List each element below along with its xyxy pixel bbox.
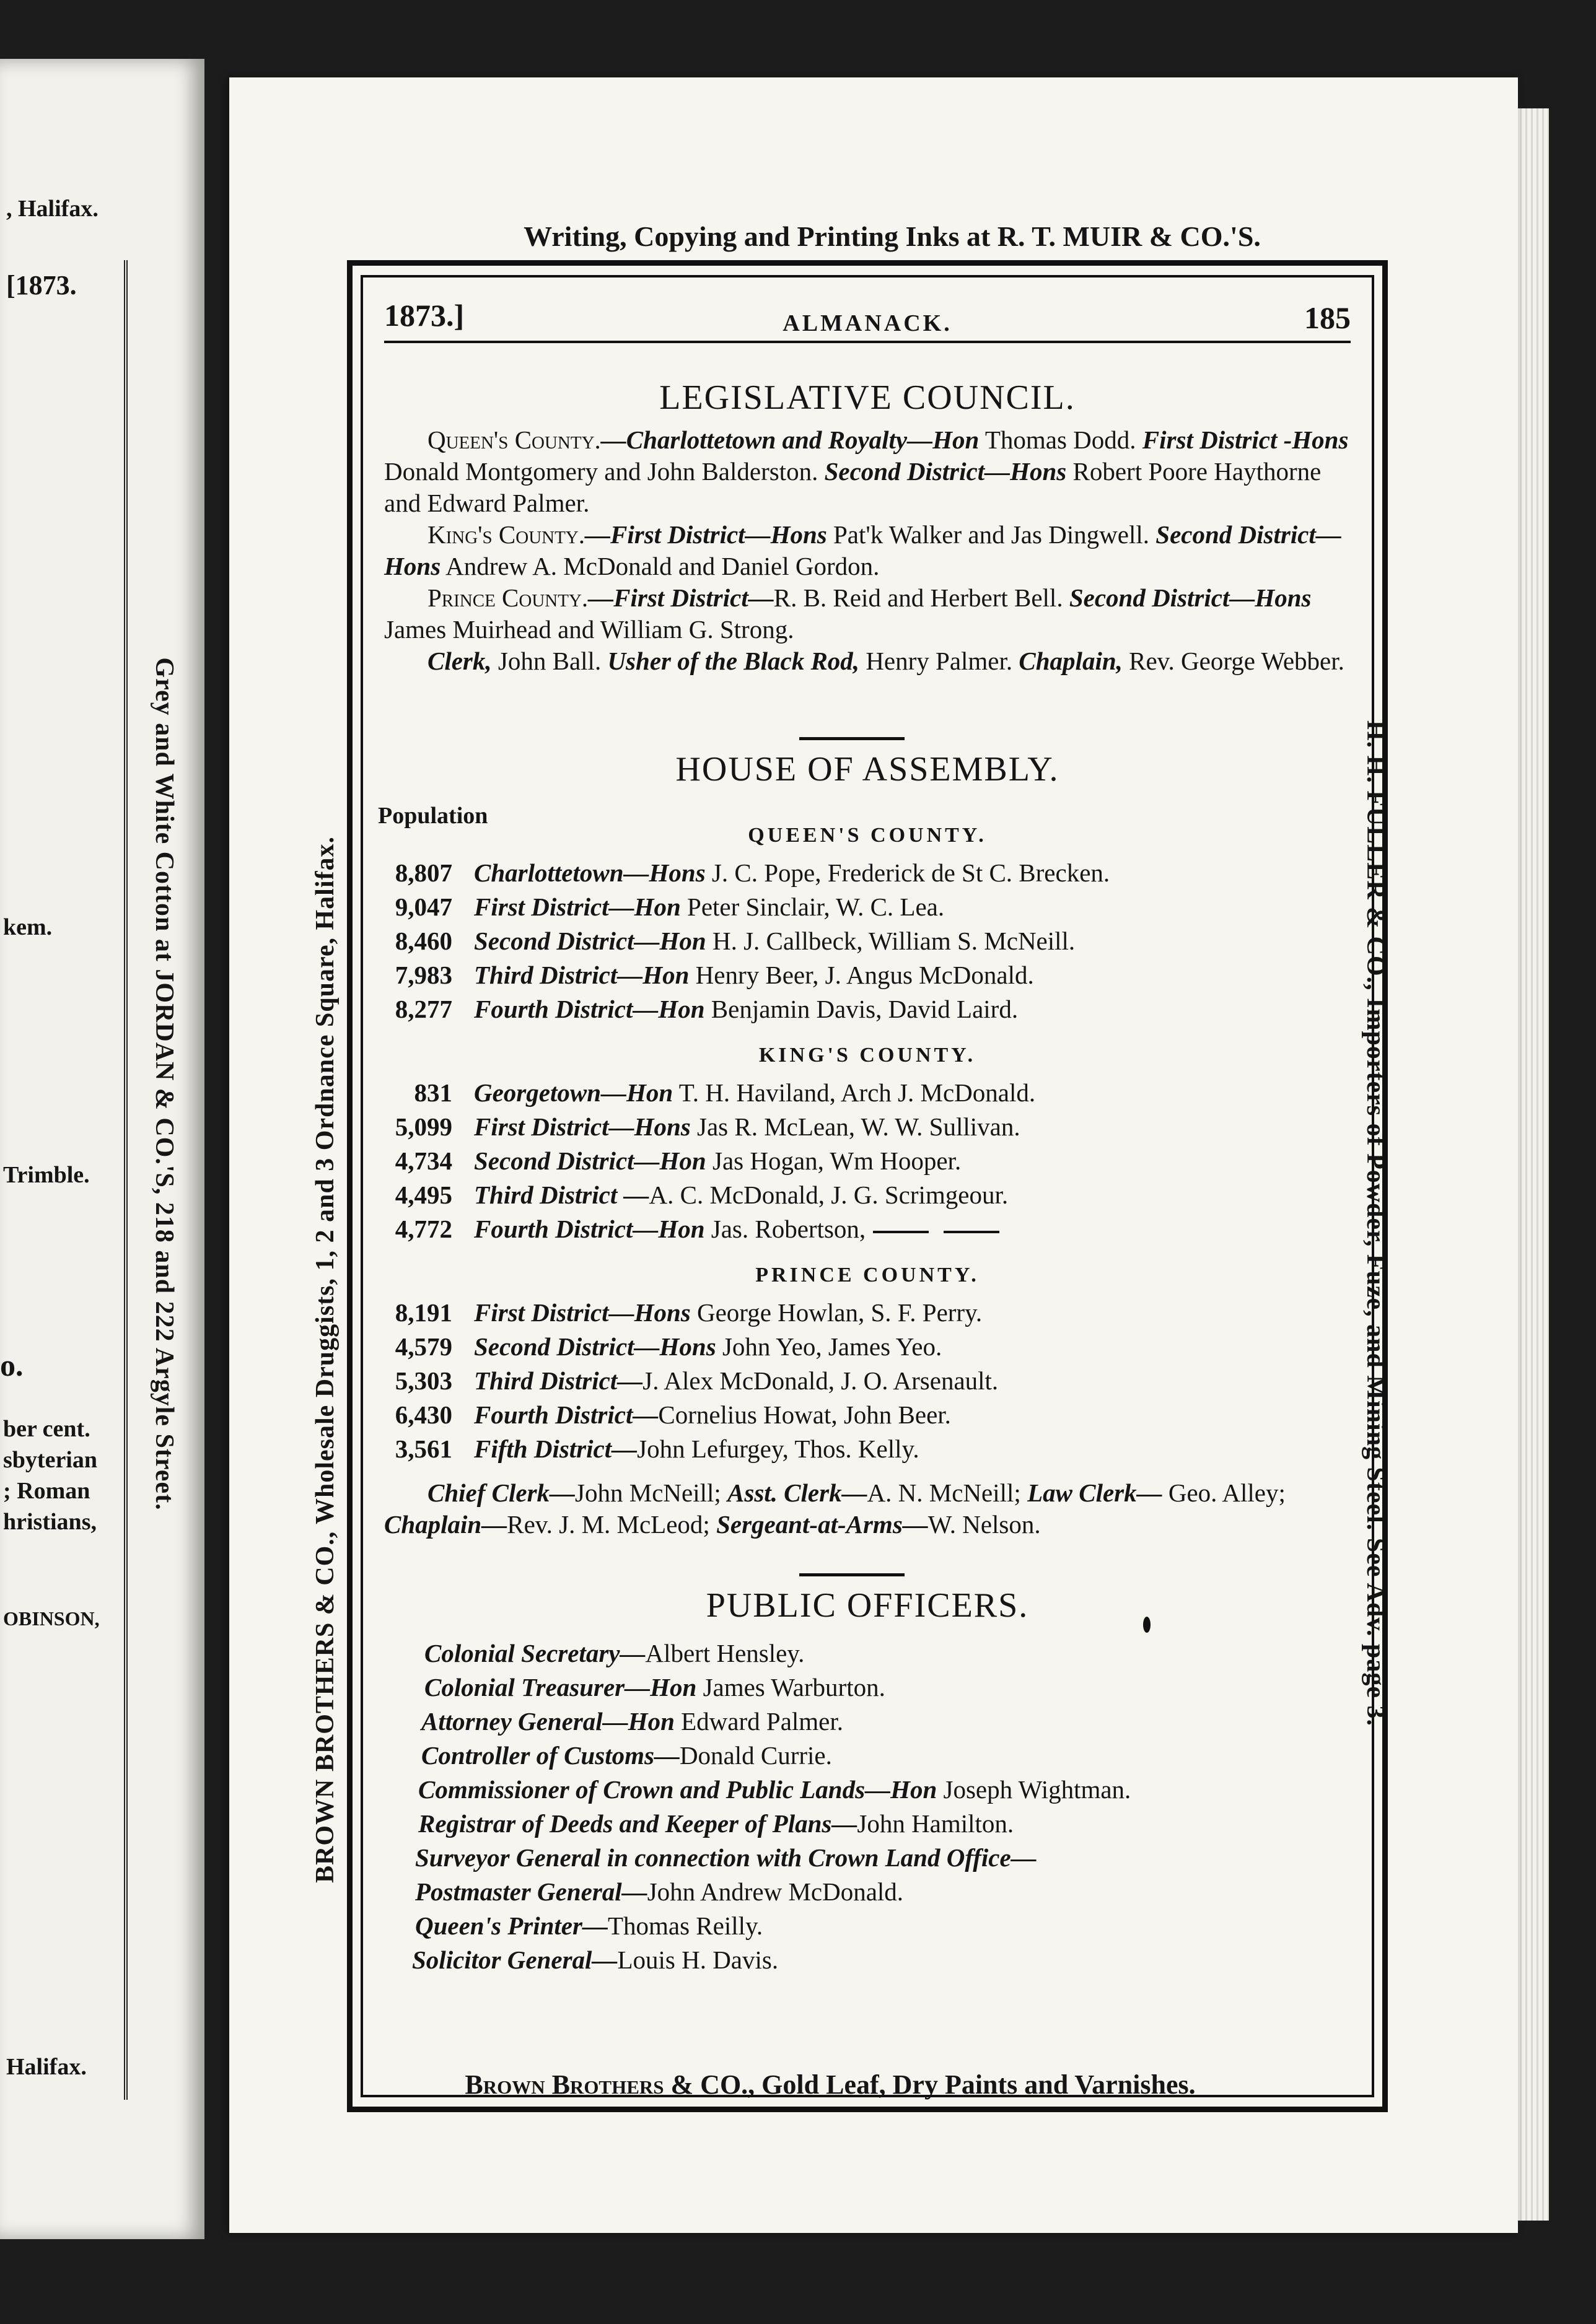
district-members: Benjamin Davis, David Laird. bbox=[704, 995, 1019, 1023]
lc-prince-paragraph bbox=[384, 582, 1351, 645]
left-fragment: Halifax. bbox=[6, 2054, 87, 2080]
lc-district: Second District—Hons bbox=[824, 457, 1067, 486]
ink-spot bbox=[1143, 1617, 1151, 1633]
public-officer-row bbox=[418, 1809, 1385, 1842]
assembly-row bbox=[372, 858, 1363, 891]
officer-name: Louis H. Davis. bbox=[617, 1946, 779, 1974]
population-value: 831 bbox=[414, 1078, 452, 1107]
assembly-row bbox=[372, 994, 1363, 1028]
officer-name: James Warburton. bbox=[696, 1673, 885, 1702]
public-officers-title: PUBLIC OFFICERS. bbox=[706, 1586, 1029, 1625]
header-year: 1873.] bbox=[384, 298, 465, 333]
district-members: Jas. Robertson, bbox=[704, 1215, 866, 1243]
side-advert-jordan: Grey and White Cotton at JORDAN & CO.'S, 218 and 222 Argyle Street. bbox=[150, 657, 178, 1511]
assembly-officers-line bbox=[384, 1477, 1351, 1540]
officer-role: Law Clerk— bbox=[1027, 1479, 1162, 1507]
officer-role: Commissioner of Crown and Public Lands—Hon bbox=[418, 1775, 937, 1804]
page-content bbox=[372, 285, 1363, 2087]
district-members: J. Alex McDonald, J. O. Arsenault. bbox=[642, 1366, 999, 1395]
officer-name: Thomas Reilly. bbox=[607, 1911, 763, 1940]
district-members: T. H. Haviland, Arch J. McDonald. bbox=[673, 1078, 1036, 1107]
district-members: John Lefurgey, Thos. Kelly. bbox=[637, 1435, 919, 1463]
public-officer-row bbox=[421, 1706, 1388, 1740]
officer-name: A. N. McNeill; bbox=[867, 1479, 1021, 1507]
public-officer-row bbox=[424, 1638, 1391, 1672]
officer-name: John Andrew McDonald. bbox=[647, 1877, 904, 1906]
assembly-row bbox=[372, 1146, 1363, 1179]
population-value: 4,579 bbox=[395, 1332, 452, 1361]
lc-members: Thomas Dodd. bbox=[979, 426, 1136, 454]
lc-district: —First District— bbox=[588, 583, 774, 612]
officer-role: Sergeant-at-Arms— bbox=[716, 1510, 928, 1539]
officer-role: Postmaster General— bbox=[415, 1877, 647, 1906]
district-name: Second District—Hon bbox=[474, 1147, 706, 1175]
lc-officer-role: Chaplain, bbox=[1019, 647, 1123, 675]
district-members: H. J. Callbeck, William S. McNeill. bbox=[706, 927, 1076, 955]
officer-role: Asst. Clerk— bbox=[727, 1479, 867, 1507]
assembly-row bbox=[372, 892, 1363, 925]
district-name: First District—Hons bbox=[474, 1112, 691, 1141]
population-value: 4,495 bbox=[395, 1181, 452, 1209]
lc-officer-name: John Ball. bbox=[491, 647, 602, 675]
lc-district: First District -Hons bbox=[1142, 426, 1349, 454]
left-fragment: o. bbox=[0, 1348, 24, 1383]
left-fragment: Trimble. bbox=[3, 1162, 90, 1188]
officer-role: Surveyor General in connection with Crown Land Office— bbox=[415, 1843, 1037, 1872]
population-value: 4,772 bbox=[395, 1215, 452, 1243]
lc-officer-name: Rev. George Webber. bbox=[1129, 647, 1344, 675]
left-fragment: ; Roman bbox=[3, 1478, 90, 1504]
assembly-row bbox=[372, 1366, 1363, 1399]
county-heading: PRINCE COUNTY. bbox=[755, 1264, 980, 1286]
officer-name: Joseph Wightman. bbox=[937, 1775, 1131, 1804]
lc-queens-paragraph bbox=[384, 424, 1351, 519]
officer-name: John Hamilton. bbox=[857, 1809, 1014, 1838]
officer-role: Registrar of Deeds and Keeper of Plans— bbox=[418, 1809, 857, 1838]
officer-name: Albert Hensley. bbox=[645, 1639, 805, 1667]
district-members: A. C. McDonald, J. G. Scrimgeour. bbox=[649, 1181, 1009, 1209]
assembly-row bbox=[372, 1434, 1363, 1467]
assembly-row bbox=[372, 1332, 1363, 1365]
lc-district: —First District—Hons bbox=[585, 520, 827, 549]
district-members: Peter Sinclair, W. C. Lea. bbox=[680, 893, 945, 921]
assembly-row bbox=[372, 1400, 1363, 1433]
officer-name: John McNeill; bbox=[575, 1479, 721, 1507]
district-name: Second District—Hons bbox=[474, 1332, 716, 1361]
population-value: 9,047 bbox=[395, 893, 452, 921]
left-fragment: OBINSON, bbox=[3, 1607, 100, 1630]
lc-county-name: King's County. bbox=[428, 520, 585, 549]
population-value: 6,430 bbox=[395, 1400, 452, 1429]
section-divider bbox=[799, 737, 905, 740]
bottom-advert-text: & CO., Gold Leaf, Dry Paints and Varnishes. bbox=[664, 2069, 1196, 2100]
side-advert-brown-brothers: BROWN BROTHERS & CO., Wholesale Druggists, 1, 2 and 3 Ordnance Square, Halifax. bbox=[311, 836, 340, 1883]
district-members: J. C. Pope, Frederick de St C. Brecken. bbox=[705, 858, 1110, 887]
assembly-row bbox=[372, 1180, 1363, 1213]
public-officer-row bbox=[424, 1672, 1391, 1706]
public-officer-row bbox=[415, 1877, 1382, 1910]
assembly-row bbox=[372, 1112, 1363, 1145]
lc-district: —Charlottetown and Royalty—Hon bbox=[600, 426, 980, 454]
officer-role: Controller of Customs— bbox=[421, 1741, 680, 1770]
population-label: Population bbox=[378, 803, 488, 829]
lc-district: Second District—Hons bbox=[384, 520, 1341, 580]
left-fragment: , Halifax. bbox=[6, 196, 99, 222]
bottom-advert-brand: Brown Brothers bbox=[465, 2069, 664, 2100]
vacant-seat-blank bbox=[944, 1231, 999, 1233]
left-fragment: kem. bbox=[3, 914, 53, 940]
district-name: Second District—Hon bbox=[474, 927, 706, 955]
left-fragment: ber cent. bbox=[3, 1416, 90, 1442]
lc-officer-role: Clerk, bbox=[428, 647, 492, 675]
population-value: 3,561 bbox=[395, 1435, 452, 1463]
lc-members: Donald Montgomery and John Balderston. bbox=[384, 457, 818, 486]
population-value: 8,277 bbox=[395, 995, 452, 1023]
district-name: First District—Hon bbox=[474, 893, 681, 921]
officer-role: Colonial Secretary— bbox=[424, 1639, 646, 1667]
header-title: ALMANACK. bbox=[783, 310, 952, 336]
lc-officers-paragraph bbox=[384, 645, 1351, 677]
officer-role: Solicitor General— bbox=[412, 1946, 618, 1974]
district-members: Jas R. McLean, W. W. Sullivan. bbox=[690, 1112, 1020, 1141]
assembly-row bbox=[372, 960, 1363, 994]
lc-members: Robert Poore Haythorne and Edward Palmer. bbox=[384, 457, 1322, 517]
legislative-council-body bbox=[384, 424, 1351, 677]
public-officer-row bbox=[415, 1843, 1382, 1876]
officer-role: Colonial Treasurer—Hon bbox=[424, 1673, 697, 1702]
population-value: 4,734 bbox=[395, 1147, 452, 1175]
district-members: John Yeo, James Yeo. bbox=[716, 1332, 942, 1361]
population-value: 5,099 bbox=[395, 1112, 452, 1141]
officer-role: Chaplain— bbox=[384, 1510, 507, 1539]
officer-name: Donald Currie. bbox=[679, 1741, 832, 1770]
running-header bbox=[384, 291, 1351, 343]
house-of-assembly-title: HOUSE OF ASSEMBLY. bbox=[675, 750, 1059, 788]
district-members: George Howlan, S. F. Perry. bbox=[690, 1298, 983, 1327]
lc-members: R. B. Reid and Herbert Bell. bbox=[773, 583, 1063, 612]
assembly-row bbox=[372, 1214, 1363, 1247]
lc-county-name: Prince County. bbox=[428, 583, 589, 612]
section-divider bbox=[799, 1573, 905, 1576]
public-officer-row bbox=[418, 1775, 1385, 1808]
public-officer-row bbox=[412, 1945, 1379, 1978]
district-name: Fourth District—Hon bbox=[474, 995, 705, 1023]
district-name: Third District— bbox=[474, 1366, 643, 1395]
page-number: 185 bbox=[1304, 300, 1351, 335]
top-advert-strip: Writing, Copying and Printing Inks at R. T. MUIR & CO.'S. bbox=[524, 221, 1261, 252]
side-advert-fuller: H. H. FULLER & CO., Importers of Powder, Fuze, and Mining Steel. See Adv. page 3. bbox=[1361, 720, 1390, 1727]
district-name: Third District—Hon bbox=[474, 961, 690, 989]
legislative-council-title: LEGISLATIVE COUNCIL. bbox=[659, 378, 1076, 417]
population-value: 8,460 bbox=[395, 927, 452, 955]
officer-name: Geo. Alley; bbox=[1168, 1479, 1286, 1507]
officer-name: Edward Palmer. bbox=[674, 1707, 844, 1736]
county-heading: KING'S COUNTY. bbox=[758, 1044, 976, 1067]
district-members: Jas Hogan, Wm Hooper. bbox=[706, 1147, 962, 1175]
lc-district: Second District—Hons bbox=[1069, 583, 1312, 612]
officer-name: Rev. J. M. McLeod; bbox=[507, 1510, 710, 1539]
officer-name: W. Nelson. bbox=[927, 1510, 1041, 1539]
lc-county-name: Queen's County. bbox=[428, 426, 601, 454]
district-members: Henry Beer, J. Angus McDonald. bbox=[689, 961, 1034, 989]
lc-officer-role: Usher of the Black Rod, bbox=[607, 647, 860, 675]
lc-officer-name: Henry Palmer. bbox=[859, 647, 1013, 675]
lc-members: Andrew A. McDonald and Daniel Gordon. bbox=[441, 552, 880, 580]
district-name: Fifth District— bbox=[474, 1435, 638, 1463]
population-value: 8,807 bbox=[395, 858, 452, 887]
left-fragment: sbyterian bbox=[3, 1447, 97, 1473]
left-fragment: [1873. bbox=[6, 270, 77, 300]
district-name: Fourth District—Hon bbox=[474, 1215, 705, 1243]
left-fragment: hristians, bbox=[3, 1509, 97, 1535]
county-heading: QUEEN'S COUNTY. bbox=[748, 824, 987, 847]
district-name: Georgetown—Hon bbox=[474, 1078, 673, 1107]
population-value: 8,191 bbox=[395, 1298, 452, 1327]
public-officer-row bbox=[415, 1911, 1382, 1944]
assembly-row bbox=[372, 1298, 1363, 1331]
assembly-row bbox=[372, 1078, 1363, 1111]
lc-members: Pat'k Walker and Jas Dingwell. bbox=[826, 520, 1150, 549]
vacant-seat-blank bbox=[873, 1231, 929, 1233]
assembly-row bbox=[372, 926, 1363, 959]
public-officer-row bbox=[421, 1741, 1388, 1774]
officer-role: Queen's Printer— bbox=[415, 1911, 608, 1940]
assembly-officers bbox=[384, 1477, 1351, 1540]
district-members: Cornelius Howat, John Beer. bbox=[658, 1400, 951, 1429]
district-name: Fourth District— bbox=[474, 1400, 659, 1429]
officer-role: Chief Clerk— bbox=[428, 1479, 576, 1507]
district-name: Third District — bbox=[474, 1181, 649, 1209]
population-value: 5,303 bbox=[395, 1366, 452, 1395]
district-name: Charlottetown—Hons bbox=[474, 858, 706, 887]
population-value: 7,983 bbox=[395, 961, 452, 989]
lc-members: James Muirhead and William G. Strong. bbox=[384, 615, 794, 644]
lc-kings-paragraph bbox=[384, 519, 1351, 582]
officer-role: Attorney General—Hon bbox=[421, 1707, 675, 1736]
district-name: First District—Hons bbox=[474, 1298, 691, 1327]
